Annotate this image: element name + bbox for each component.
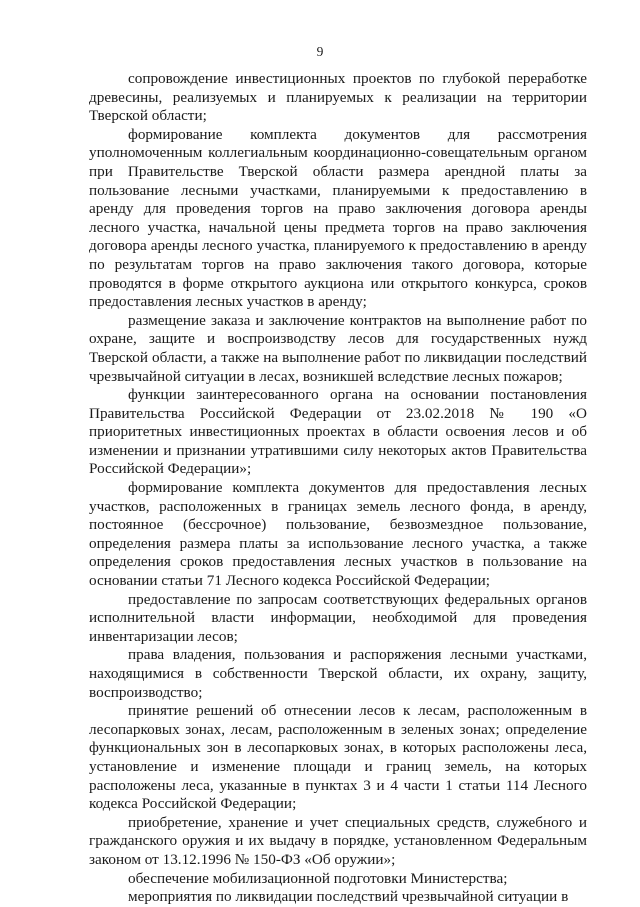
document-body — [89, 70, 587, 907]
paragraph: предоставление по запросам соответствующих федеральных органов исполнительной власти информации, необходимой для проведения инвентаризации лесов; — [89, 590, 587, 645]
paragraph: приобретение, хранение и учет специальных средств, служебного и гражданского оружия и их выдачу в порядке, установленном Федеральным законом от 13.12.1996 № 150-ФЗ «Об оружии»; — [89, 813, 587, 868]
page-number: 9 — [316, 44, 324, 59]
paragraph: мероприятия по ликвидации последствий чрезвычайной ситуации в — [128, 888, 569, 906]
paragraph: формирование комплекта документов для рассмотрения уполномоченным коллегиальным координационно-совещательным органом при Правительстве Тверской области размера арендной платы за пользование лесными участками, планируемыми к предоставлению в аренду для проведения торгов на право заключения договора аренды лесного участка, начальной цены предмета торгов на право заключения договора аренды лесного участка, планируемого к предоставлению в аренду по результатам торгов на право заключения такого договора, которые проводятся в форме открытого аукциона или открытого конкурса, сроков предоставления лесных участков в аренду; — [89, 125, 587, 311]
paragraph: обеспечение мобилизационной подготовки Министерства; — [128, 869, 508, 887]
paragraph: размещение заказа и заключение контрактов на выполнение работ по охране, защите и воспроизводству лесов для государственных нужд Тверской области, а также на выполнение работ по ликвидации последствий чрезвычайной ситуации в лесах, возникшей вследствие лесных пожаров; — [89, 311, 587, 385]
paragraph: права владения, пользования и распоряжения лесными участками, находящимися в собственности Тверской области, их охрану, защиту, воспроизводство; — [89, 646, 587, 701]
paragraph: формирование комплекта документов для предоставления лесных участков, расположенных в границах земель лесного фонда, в аренду, постоянное (бессрочное) пользование, безвозмездное пользование, определения размера платы за использование лесного участка, а также определения сроков предоставления лесных участков в пользование на основании статьи 71 Лесного кодекса Российской Федерации; — [89, 479, 587, 590]
paragraph: функции заинтересованного органа на основании постановления Правительства Российской Федерации от 23.02.2018 № 190 «О приоритетных инвестиционных проектах в области освоения лесов и об изменении и признании утратившими силу некоторых актов Правительства Российской Федерации»; — [89, 386, 587, 478]
paragraph: принятие решений об отнесении лесов к лесам, расположенным в лесопарковых зонах, лесам, расположенным в зеленых зонах; определение функциональных зон в лесопарковых зонах, в которых расположены леса, установление и изменение площади и границ земель, на которых расположены леса, указанные в пунктах 3 и 4 части 1 статьи 114 Лесного кодекса Российской Федерации; — [89, 702, 587, 813]
paragraph: сопровождение инвестиционных проектов по глубокой переработке древесины, реализуемых и планируемых к реализации на территории Тверской области; — [89, 70, 587, 125]
